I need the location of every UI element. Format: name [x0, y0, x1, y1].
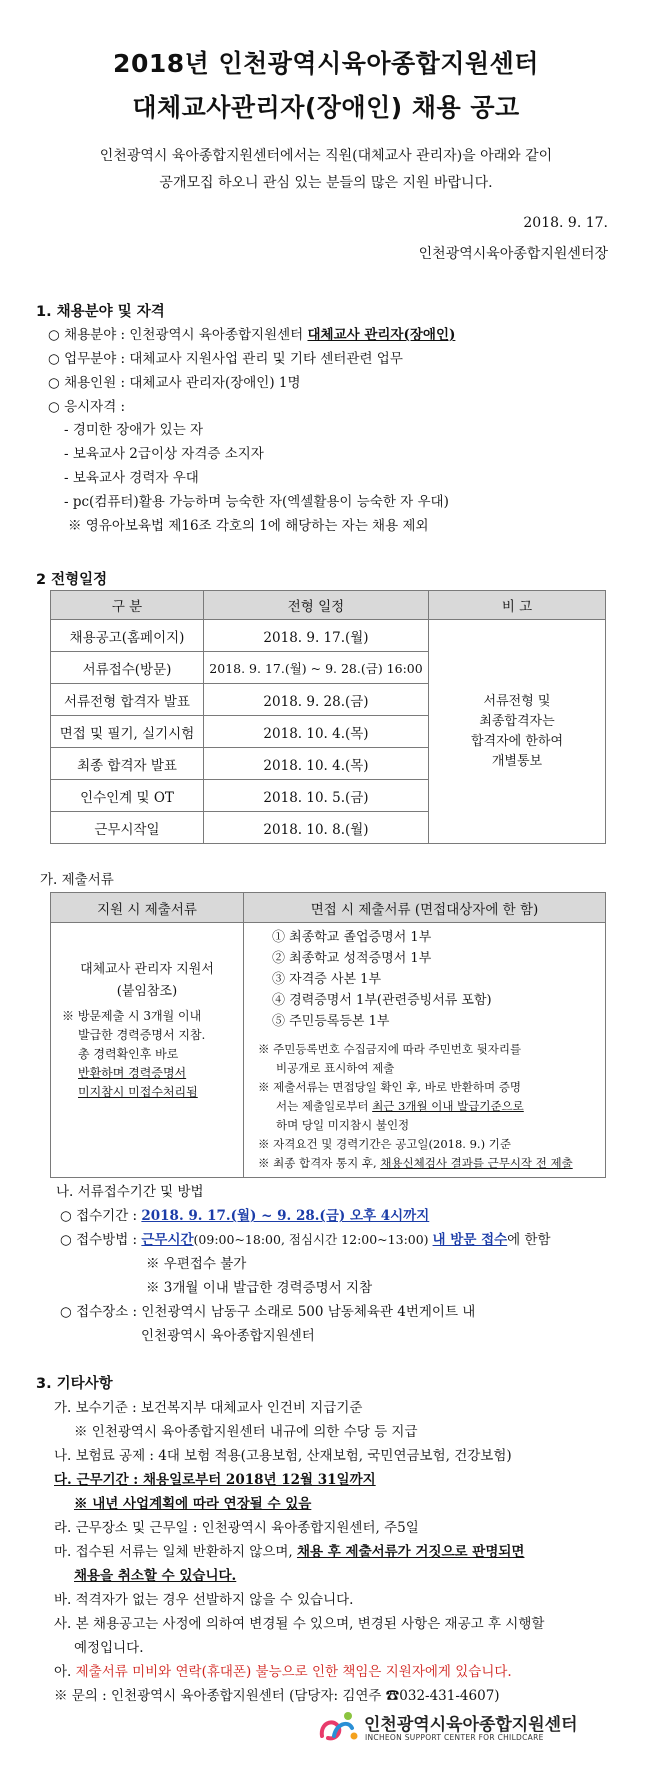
apply-note-5: 미지참시 미접수처리됨	[78, 1085, 198, 1099]
qualification-label: ○ 응시자격 :	[48, 399, 126, 415]
documents-heading: 가. 제출서류	[40, 872, 114, 888]
receipt-method: ○ 접수방법 : 근무시간(09:00~18:00, 점심시간 12:00~13:00) 내 방문 접수에 한함	[60, 1232, 551, 1248]
intro-line-2: 공개모집 하오니 관심 있는 분들의 많은 지원 바랍니다.	[159, 175, 493, 191]
schedule-date: 2018. 10. 4.(목)	[204, 748, 429, 780]
apply-note-1: ※ 방문제출 시 3개월 이내	[62, 1009, 202, 1023]
receipt-method-note-2: ※ 3개월 이내 발급한 경력증명서 지참	[146, 1280, 373, 1296]
intro-line-1: 인천광역시 육아종합지원센터에서는 직원(대체교사 관리자)을 아래와 같이	[99, 148, 553, 164]
doc-note-2b: 서는 제출일로부터 최근 3개월 이내 발급기준으로	[276, 1099, 524, 1113]
etc-period-note: ※ 내년 사업계획에 따라 연장될 수 있음	[74, 1496, 312, 1512]
schedule-step: 면접 및 필기, 실기시험	[51, 716, 204, 748]
note-line-3: 합격자에 한하여	[470, 733, 564, 749]
apply-note-4: 반환하며 경력증명서	[78, 1066, 187, 1080]
schedule-date: 2018. 10. 8.(월)	[204, 812, 429, 844]
count-line: ○ 채용인원 : 대체교사 관리자(장애인) 1명	[48, 375, 301, 391]
apply-form-attachment: (붙임참조)	[116, 984, 178, 999]
receipt-place-2: 인천광역시 육아종합지원센터	[141, 1328, 315, 1344]
issuer: 인천광역시육아종합지원센터장	[418, 246, 608, 262]
document-title: 2018년 인천광역시육아종합지원센터	[113, 49, 539, 78]
schedule-header-category: 구 분	[51, 591, 204, 620]
doc-note-2a: ※ 제출서류는 면접당일 확인 후, 바로 반환하며 증명	[258, 1080, 521, 1094]
doc-item-4: ④ 경력증명서 1부(관련증빙서류 포함)	[272, 993, 492, 1008]
receipt-method-note-1: ※ 우편접수 불가	[146, 1256, 247, 1272]
schedule-date: 2018. 9. 17.(월)	[204, 620, 429, 652]
field-line	[48, 323, 455, 343]
section-1-heading: 1. 채용분야 및 자격	[36, 304, 165, 320]
etc-no-candidate: 바. 적격자가 없는 경우 선발하지 않을 수 있습니다.	[54, 1592, 354, 1608]
section-2-heading: 2 전형일정	[36, 572, 108, 588]
etc-return: 마. 접수된 서류는 일체 반환하지 않으며, 채용 후 제출서류가 거짓으로 판명되면	[54, 1544, 525, 1560]
receipt-place: ○ 접수장소 : 인천광역시 남동구 소래로 500 남동체육관 4번게이트 내	[60, 1304, 476, 1320]
qualification-exclusion: ※ 영유아보육법 제16조 각호의 1에 해당하는 자는 채용 제외	[68, 518, 429, 534]
apply-note-3: 총 경력확인후 바로	[78, 1047, 179, 1061]
documents-header-interview: 면접 시 제출서류 (면접대상자에 한 함)	[244, 893, 606, 923]
apply-note-2: 발급한 경력증명서 지참.	[78, 1028, 206, 1042]
documents-apply-cell	[51, 923, 244, 1178]
field-position: 대체교사 관리자(장애인)	[307, 327, 456, 343]
schedule-date: 2018. 10. 4.(목)	[204, 716, 429, 748]
schedule-header-note: 비 고	[429, 591, 606, 620]
document-subtitle: 대체교사관리자(장애인) 채용 공고	[132, 93, 520, 122]
section-3-heading: 3. 기타사항	[36, 1376, 113, 1392]
apply-form: 대체교사 관리자 지원서	[80, 962, 214, 977]
schedule-date: 2018. 10. 5.(금)	[204, 780, 429, 812]
doc-item-2: ② 최종학교 성적증명서 1부	[272, 951, 432, 966]
note-line-1: 서류전형 및	[483, 693, 551, 709]
doc-note-1b: 비공개로 표시하여 제출	[276, 1061, 395, 1075]
field-label: ○ 채용분야 : 인천광역시 육아종합지원센터	[48, 327, 308, 343]
schedule-note	[429, 620, 606, 844]
apply-note	[52, 1007, 242, 1102]
note-line-2: 최종합격자는	[479, 713, 555, 729]
etc-responsibility: 아. 제출서류 미비와 연락(휴대폰) 불능으로 인한 책임은 지원자에게 있습니다.	[54, 1664, 512, 1680]
center-logo-subtitle: INCHEON SUPPORT CENTER FOR CHILDCARE	[365, 1733, 544, 1742]
doc-note-1a: ※ 주민등록번호 수집금지에 따라 주민번호 뒷자리를	[258, 1042, 522, 1056]
schedule-step: 채용공고(홈페이지)	[51, 620, 204, 652]
schedule-step: 서류전형 합격자 발표	[51, 684, 204, 716]
etc-change: 사. 본 채용공고는 사정에 의하여 변경될 수 있으며, 변경된 사항은 재공고 후 시행할	[54, 1616, 545, 1632]
qualification-3: - 보육교사 경력자 우대	[64, 470, 199, 486]
notice-date: 2018. 9. 17.	[523, 215, 608, 231]
qualification-2: - 보육교사 2급이상 자격증 소지자	[64, 446, 264, 462]
doc-note-2c: 하며 당일 미지참시 불인정	[276, 1118, 410, 1132]
doc-note-3: ※ 자격요건 및 경력기간은 공고일(2018. 9.) 기준	[258, 1137, 511, 1151]
schedule-header-date: 전형 일정	[204, 591, 429, 620]
etc-pay-note: ※ 인천광역시 육아종합지원센터 내규에 의한 수당 등 지급	[74, 1424, 418, 1440]
doc-item-1: ① 최종학교 졸업증명서 1부	[272, 930, 432, 945]
etc-pay: 가. 보수기준 : 보건복지부 대체교사 인건비 지급기준	[54, 1400, 363, 1416]
schedule-date: 2018. 9. 17.(월) ~ 9. 28.(금) 16:00	[204, 652, 429, 684]
etc-period: 다. 근무기간 : 채용일로부터 2018년 12월 31일까지	[54, 1472, 376, 1488]
etc-insurance: 나. 보험료 공제 : 4대 보험 적용(고용보험, 산재보험, 국민연금보험, 건강보험)	[54, 1448, 512, 1464]
qualification-4: - pc(컴퓨터)활용 가능하며 능숙한 자(엑셀활용이 능숙한 자 우대)	[64, 494, 449, 510]
schedule-step: 인수인계 및 OT	[51, 780, 204, 812]
center-logo	[318, 1706, 618, 1750]
schedule-table	[50, 590, 606, 844]
schedule-step: 최종 합격자 발표	[51, 748, 204, 780]
receipt-heading: 나. 서류접수기간 및 방법	[56, 1184, 204, 1200]
documents-interview-cell	[244, 923, 606, 1178]
schedule-step: 서류접수(방문)	[51, 652, 204, 684]
etc-contact: ※ 문의 : 인천광역시 육아종합지원센터 (담당자: 김연주 ☎032-431-4607)	[54, 1688, 500, 1704]
doc-item-3: ③ 자격증 사본 1부	[272, 972, 382, 987]
doc-note-4: ※ 최종 합격자 통지 후, 채용신체검사 결과를 근무시작 전 제출	[258, 1156, 573, 1170]
documents-table	[50, 892, 606, 1178]
schedule-step: 근무시작일	[51, 812, 204, 844]
etc-return-2: 채용을 취소할 수 있습니다.	[74, 1568, 237, 1584]
etc-workplace: 라. 근무장소 및 근무일 : 인천광역시 육아종합지원센터, 주5일	[54, 1520, 419, 1536]
receipt-period: ○ 접수기간 : 2018. 9. 17.(월) ~ 9. 28.(금) 오후 4시까지	[60, 1208, 430, 1224]
qualification-1: - 경미한 장애가 있는 자	[64, 422, 204, 438]
center-logo-name: 인천광역시육아종합지원센터	[364, 1715, 578, 1735]
schedule-row	[51, 620, 606, 652]
etc-change-2: 예정입니다.	[74, 1640, 144, 1656]
schedule-date: 2018. 9. 28.(금)	[204, 684, 429, 716]
note-line-4: 개별통보	[491, 753, 543, 769]
documents-header-apply: 지원 시 제출서류	[51, 893, 244, 923]
receipt-period-value: 2018. 9. 17.(월) ~ 9. 28.(금) 오후 4시까지	[141, 1208, 430, 1224]
doc-item-5: ⑤ 주민등록등본 1부	[272, 1014, 390, 1029]
duty-line: ○ 업무분야 : 대체교사 지원사업 관리 및 기타 센터관련 업무	[48, 351, 403, 367]
center-logo-icon	[318, 1710, 358, 1744]
